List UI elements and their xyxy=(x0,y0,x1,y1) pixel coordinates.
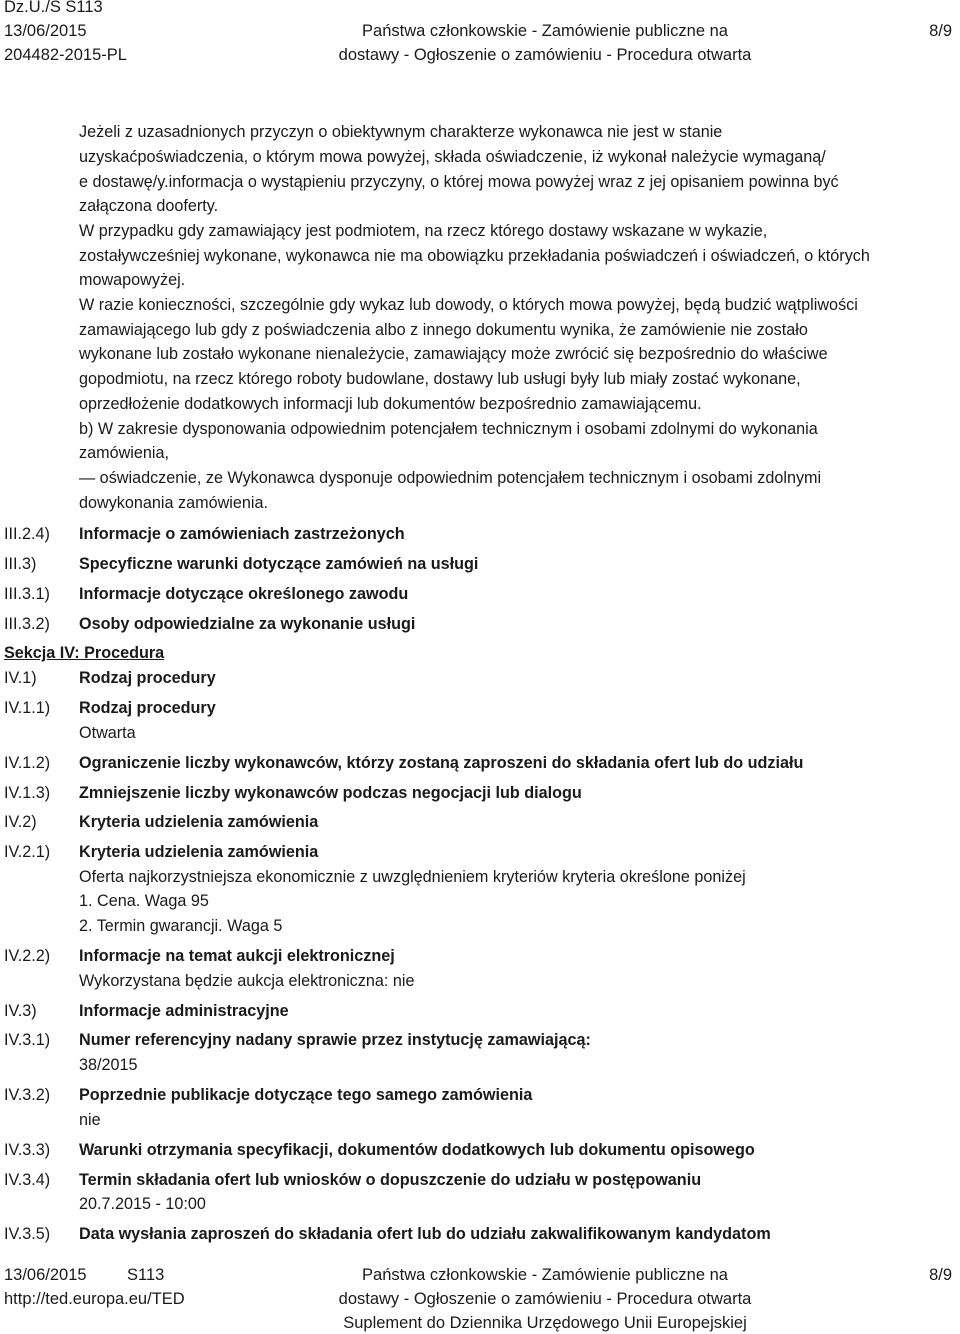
section-title: Data wysłania zaproszeń do składania ofert lub do udziału zakwalifikowanym kandydatom xyxy=(79,1225,771,1243)
section-number: IV.3.5) xyxy=(4,1225,51,1243)
body-line: oprzedłożenie dodatkowych informacji lub dokumentów bezpośrednio zamawiającemu. xyxy=(79,395,702,413)
section-title: Zmniejszenie liczby wykonawców podczas negocjacji lub dialogu xyxy=(79,784,582,802)
section-iv-heading: Sekcja IV: Procedura xyxy=(4,644,165,662)
section-title: Informacje dotyczące określonego zawodu xyxy=(79,585,409,603)
reference-number-value: 38/2015 xyxy=(79,1056,138,1074)
section-number: IV.1) xyxy=(4,669,37,687)
section-title: Kryteria udzielenia zamówienia xyxy=(79,843,319,861)
section-number: IV.1.2) xyxy=(4,754,51,772)
section-title: Informacje na temat aukcji elektronicznej xyxy=(79,947,395,965)
header-title-line2: dostawy - Ogłoszenie o zamówieniu - Procedura otwarta xyxy=(338,46,752,64)
criteria-text: Oferta najkorzystniejsza ekonomicznie z uwzględnieniem kryteriów kryteria określone poniżej xyxy=(79,868,746,886)
body-line: gopodmiotu, na rzecz którego roboty budowlane, dostawy lub usługi były lub miały zostać wykonane, xyxy=(79,370,801,388)
section-title: Ograniczenie liczby wykonawców, którzy zostaną zaproszeni do składania ofert lub do udziału xyxy=(79,754,804,772)
footer-date: 13/06/2015 xyxy=(4,1266,87,1284)
section-title: Specyficzne warunki dotyczące zamówień na usługi xyxy=(79,555,479,573)
deadline-value: 20.7.2015 - 10:00 xyxy=(79,1195,206,1213)
footer-title-line3: Suplement do Dziennika Urzędowego Unii Europejskiej xyxy=(343,1314,747,1332)
section-number: III.2.4) xyxy=(4,525,50,543)
body-line: wykonane lub zostało wykonane nienależycie, zamawiający może zwrócić się bezpośrednio do właściwe xyxy=(79,345,828,363)
criteria-item: 2. Termin gwarancji. Waga 5 xyxy=(79,917,283,935)
body-line: zamówienia, xyxy=(79,444,169,462)
footer-title-line1: Państwa członkowskie - Zamówienie publiczne na xyxy=(362,1266,728,1284)
header-doc-id: 204482-2015-PL xyxy=(4,46,127,64)
section-number: III.3) xyxy=(4,555,37,573)
body-line: załączona dooferty. xyxy=(79,197,219,215)
section-number: III.3.1) xyxy=(4,585,50,603)
header-date: 13/06/2015 xyxy=(4,22,87,40)
section-title: Rodzaj procedury xyxy=(79,699,216,717)
section-title: Informacje administracyjne xyxy=(79,1002,289,1020)
section-title: Rodzaj procedury xyxy=(79,669,216,687)
section-number: IV.1.3) xyxy=(4,784,51,802)
section-title: Kryteria udzielenia zamówienia xyxy=(79,813,319,831)
auction-value: Wykorzystana będzie aukcja elektroniczna: nie xyxy=(79,972,415,990)
footer-series: S113 xyxy=(127,1266,165,1284)
body-line: uzyskaćpoświadczenia, o którym mowa powyżej, składa oświadczenie, iż wykonał należycie wymaganą/ xyxy=(79,148,826,166)
section-number: IV.3.4) xyxy=(4,1171,51,1189)
header-title-line1: Państwa członkowskie - Zamówienie publiczne na xyxy=(362,22,728,40)
section-title: Numer referencyjny nadany sprawie przez instytucję zamawiającą: xyxy=(79,1031,591,1049)
body-line: b) W zakresie dysponowania odpowiednim potencjałem technicznym i osobami zdolnymi do wykonania xyxy=(79,420,818,438)
body-line: zostaływcześniej wykonane, wykonawca nie ma obowiązku przekładania poświadczeń i oświadczeń, o których xyxy=(79,247,870,265)
header-page-number: 8/9 xyxy=(929,22,952,40)
section-title: Poprzednie publikacje dotyczące tego samego zamówienia xyxy=(79,1086,533,1104)
section-number: IV.3.1) xyxy=(4,1031,51,1049)
criteria-item: 1. Cena. Waga 95 xyxy=(79,892,209,910)
section-number: III.3.2) xyxy=(4,615,50,633)
section-number: IV.3) xyxy=(4,1002,37,1020)
section-title: Termin składania ofert lub wniosków o dopuszczenie do udziału w postępowaniu xyxy=(79,1171,702,1189)
section-number: IV.2.2) xyxy=(4,947,51,965)
procedure-type-value: Otwarta xyxy=(79,724,136,742)
section-number: IV.3.3) xyxy=(4,1141,51,1159)
footer-page-number: 8/9 xyxy=(929,1266,952,1284)
section-title: Informacje o zamówieniach zastrzeżonych xyxy=(79,525,405,543)
body-line: zamawiającego lub gdy z poświadczenia albo z innego dokumentu wynika, że zamówienie nie zostało xyxy=(79,321,808,339)
body-line: W przypadku gdy zamawiający jest podmiotem, na rzecz którego dostawy wskazane w wykazie, xyxy=(79,222,768,240)
section-number: IV.3.2) xyxy=(4,1086,51,1104)
section-number: IV.2.1) xyxy=(4,843,51,861)
body-line: dowykonania zamówienia. xyxy=(79,494,268,512)
body-line: Jeżeli z uzasadnionych przyczyn o obiektywnym charakterze wykonawca nie jest w stanie xyxy=(79,123,723,141)
section-title: Osoby odpowiedzialne za wykonanie usługi xyxy=(79,615,416,633)
body-line: — oświadczenie, ze Wykonawca dysponuje odpowiednim potencjałem technicznym i osobami zdolnymi xyxy=(79,469,822,487)
body-line: mowapowyżej. xyxy=(79,271,186,289)
section-number: IV.2) xyxy=(4,813,37,831)
section-title: Warunki otrzymania specyfikacji, dokumentów dodatkowych lub dokumentu opisowego xyxy=(79,1141,755,1159)
section-number: IV.1.1) xyxy=(4,699,51,717)
previous-publications-value: nie xyxy=(79,1111,101,1129)
journal-ref: Dz.U./S S113 xyxy=(4,0,103,16)
footer-title-line2: dostawy - Ogłoszenie o zamówieniu - Procedura otwarta xyxy=(338,1290,752,1308)
footer-url: http://ted.europa.eu/TED xyxy=(4,1290,185,1308)
body-line: e dostawę/y.informacja o wystąpieniu przyczyny, o której mowa powyżej wraz z jej opisaniem powinna być xyxy=(79,173,839,191)
body-line: W razie konieczności, szczególnie gdy wykaz lub dowody, o których mowa powyżej, będą budzić wątpliwości xyxy=(79,296,858,314)
